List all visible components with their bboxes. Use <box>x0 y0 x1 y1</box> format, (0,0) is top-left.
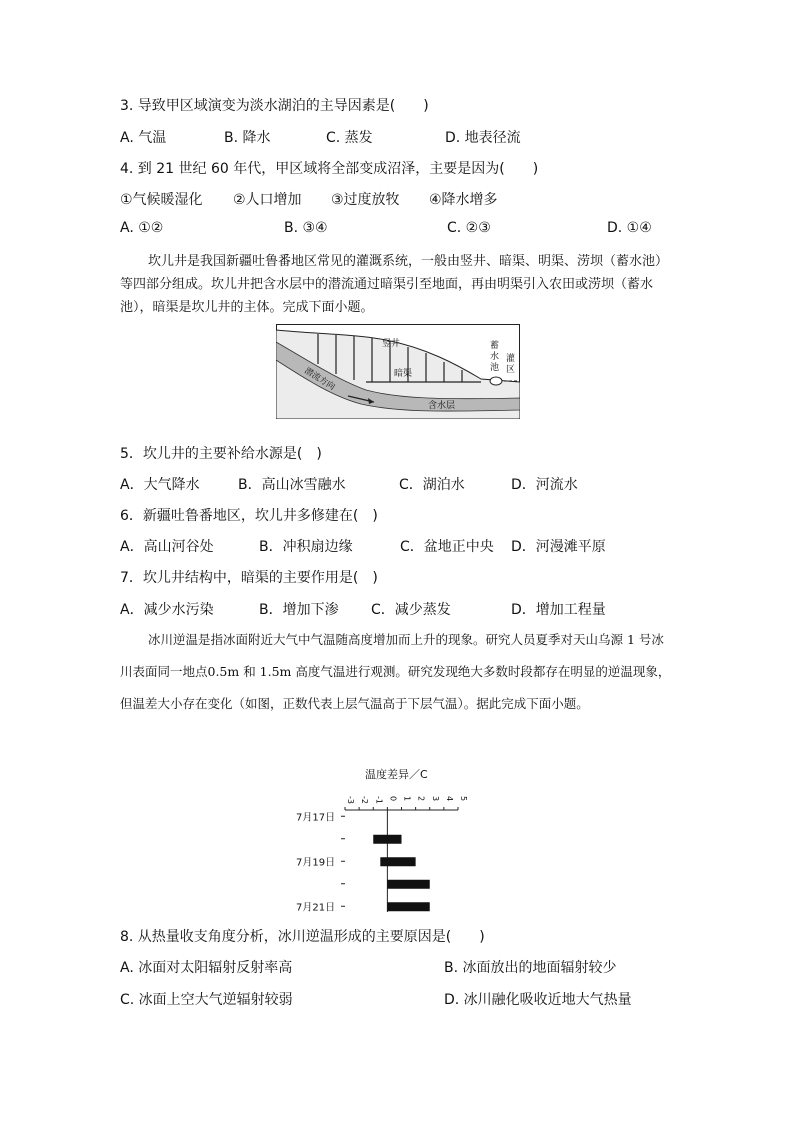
label-flow: 潜流方向 <box>302 366 337 393</box>
q3-option-a: A. 气温 <box>120 130 167 146</box>
q6-stem: 6．新疆吐鲁番地区，坎儿井多修建在( ) <box>120 508 378 524</box>
q4-stem: 4. 到 21 世纪 60 年代，甲区域将全部变成沼泽，主要是因为( ) <box>120 161 539 177</box>
x-tick-label: 2 <box>416 796 426 802</box>
label-aquifer: 含水层 <box>428 401 456 411</box>
karez-diagram <box>276 324 520 419</box>
category-label: 7月19日 <box>296 857 336 869</box>
q5-option-b: B．高山冰雪融水 <box>238 477 346 493</box>
q6-option-d: D．河漫滩平原 <box>511 539 606 555</box>
q7-option-a: A．减少水污染 <box>120 602 214 618</box>
q6-option-a: A．高山河谷处 <box>120 539 214 555</box>
category-label: 7月21日 <box>296 902 336 912</box>
x-tick-label: 1 <box>402 796 412 802</box>
label-pool-1: 蓄 <box>490 341 500 351</box>
q5-stem: 5．坎儿井的主要补给水源是( ) <box>120 446 322 462</box>
q4-factor-3: ③过度放牧 <box>331 192 400 208</box>
q4-factor-2: ②人口增加 <box>233 192 302 208</box>
q8-option-b: B. 冰面放出的地面辐射较少 <box>444 960 617 976</box>
x-tick-label: 3 <box>430 796 440 802</box>
q8-option-d: D. 冰川融化吸收近地大气热量 <box>444 992 632 1008</box>
label-shaft: 竖井 <box>382 339 401 349</box>
karez-passage: 坎儿井是我国新疆吐鲁番地区常见的灌溉系统，一般由竖井、暗渠、明渠、涝坝（蓄水池）等四部分组成。坎儿井把含水层中的潜流通过暗渠引至地面，再由明渠引入农田或涝坝（蓄水池），暗渠是坎儿井的主体。完成下面小题。 <box>120 254 669 315</box>
q3-stem: 3. 导致甲区域演变为淡水湖泊的主导因素是( ) <box>120 98 429 114</box>
temperature-difference-chart <box>290 762 480 912</box>
label-pool-2: 水 <box>490 352 500 362</box>
bar-4 <box>387 880 429 889</box>
x-tick-label: 4 <box>444 796 454 802</box>
category-label: 7月17日 <box>296 812 336 824</box>
label-pool-3: 池 <box>490 363 500 373</box>
label-channel: 暗渠 <box>394 369 413 379</box>
x-tick-label: 5 <box>459 796 468 802</box>
q7-option-c: C．减少蒸发 <box>371 602 451 618</box>
q5-option-d: D．河流水 <box>511 477 578 493</box>
q3-option-d: D. 地表径流 <box>445 130 521 146</box>
q4-factor-4: ④降水增多 <box>429 192 498 208</box>
x-tick-label: -3 <box>346 796 355 804</box>
bar-3 <box>380 857 415 866</box>
q3-option-b: B. 降水 <box>224 130 271 146</box>
glacier-passage: 冰川逆温是指冰面附近大气中气温随高度增加而上升的现象。研究人员夏季对天山乌源 1 号冰川表面同一地点0.5m 和 1.5m 高度气温进行观测。研究发现绝大多数时段都存在明显的逆温现象，但温差大小存在变化（如图，正数代表上层气温高于下层气温）。据此完成下面小题。 <box>120 632 671 711</box>
q8-option-a: A. 冰面对太阳辐射反射率高 <box>120 960 293 976</box>
q4-option-c: C. ②③ <box>447 220 491 236</box>
q6-option-c: C．盆地正中央 <box>400 539 494 555</box>
pool-icon <box>490 377 502 385</box>
q6-option-b: B．冲积扇边缘 <box>259 539 353 555</box>
q5-option-c: C．湖泊水 <box>399 477 465 493</box>
q4-option-d: D. ①④ <box>607 220 652 236</box>
bar-2 <box>373 835 401 844</box>
q3-option-c: C. 蒸发 <box>326 130 373 146</box>
q7-stem: 7．坎儿井结构中，暗渠的主要作用是( ) <box>120 570 378 586</box>
x-tick-label: -1 <box>374 796 384 804</box>
label-irrigation-1: 灌 <box>506 354 516 364</box>
x-tick-label: 0 <box>388 796 398 802</box>
q8-stem: 8. 从热量收支角度分析，冰川逆温形成的主要原因是( ) <box>120 929 485 945</box>
q7-option-b: B．增加下渗 <box>259 602 339 618</box>
q5-option-a: A．大气降水 <box>120 477 200 493</box>
q8-option-c: C. 冰面上空大气逆辐射较弱 <box>120 992 293 1008</box>
x-tick-label: -2 <box>360 796 370 804</box>
q4-option-a: A. ①② <box>120 220 164 236</box>
q7-option-d: D．增加工程量 <box>511 602 606 618</box>
bar-5 <box>387 902 429 911</box>
q4-factor-1: ①气候暖湿化 <box>120 192 203 208</box>
label-irrigation-2: 区 <box>506 365 516 375</box>
chart-title: 温度差异／C <box>365 768 428 781</box>
q4-option-b: B. ③④ <box>284 220 328 236</box>
